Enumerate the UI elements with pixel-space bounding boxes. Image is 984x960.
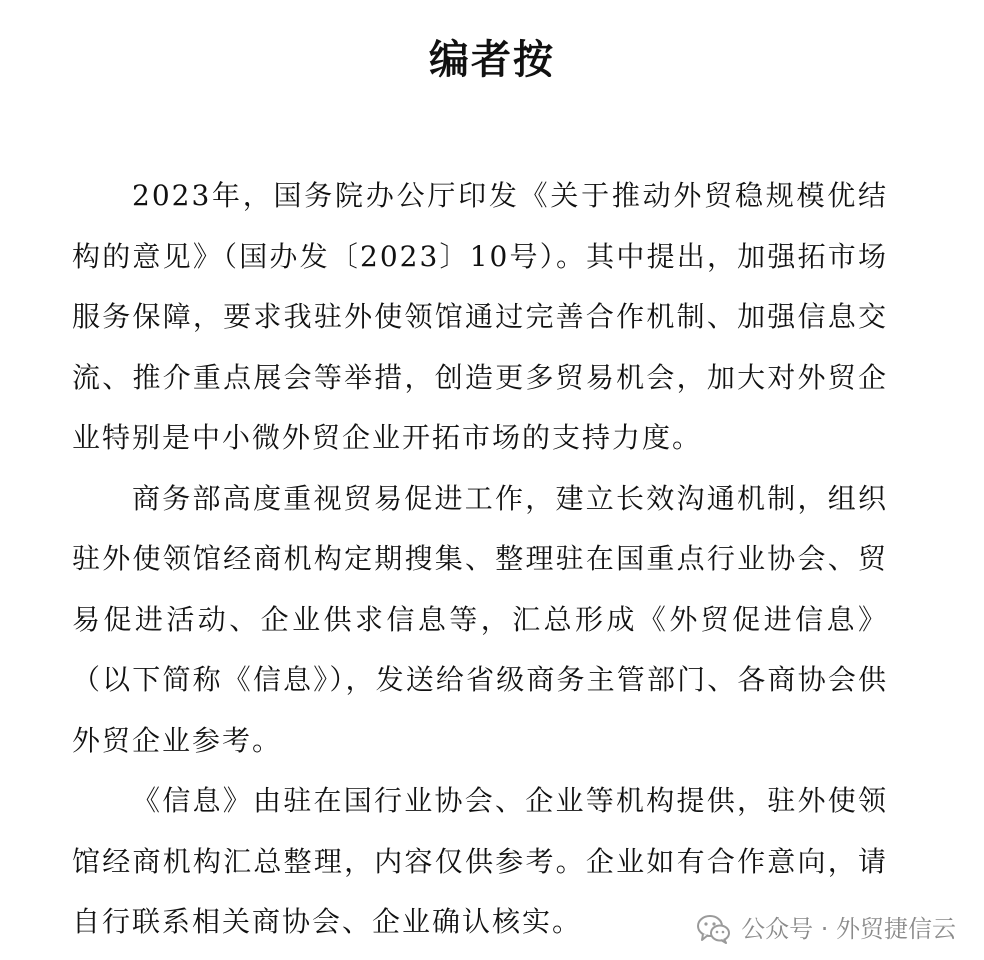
- paragraph-3: 《信息》由驻在国行业协会、企业等机构提供，驻外使领馆经商机构汇总整理，内容仅供参考。企业如有合作意向，请自行联系相关商协会、企业确认核实。: [72, 784, 888, 938]
- page-title: 编者按: [429, 37, 555, 83]
- paragraph-1: 2023年，国务院办公厅印发《关于推动外贸稳规模优结构的意见》（国办发〔2023〕10号）。其中提出，加强拓市场服务保障，要求我驻外使领馆通过完善合作机制、加强信息交流、推介重点展会等举措，创造更多贸易机会，加大对外贸企业特别是中小微外贸企业开拓市场的支持力度。: [72, 179, 888, 454]
- watermark-text: 公众号 · 外贸捷信云: [741, 915, 956, 943]
- body-text: [72, 166, 888, 953]
- watermark: [697, 914, 956, 944]
- paragraph-2: 商务部高度重视贸易促进工作，建立长效沟通机制，组织驻外使领馆经商机构定期搜集、整理驻在国重点行业协会、贸易促进活动、企业供求信息等，汇总形成《外贸促进信息》（以下简称《信息》），发送给省级商务主管部门、各商协会供外贸企业参考。: [72, 481, 888, 757]
- wechat-icon: [697, 914, 731, 944]
